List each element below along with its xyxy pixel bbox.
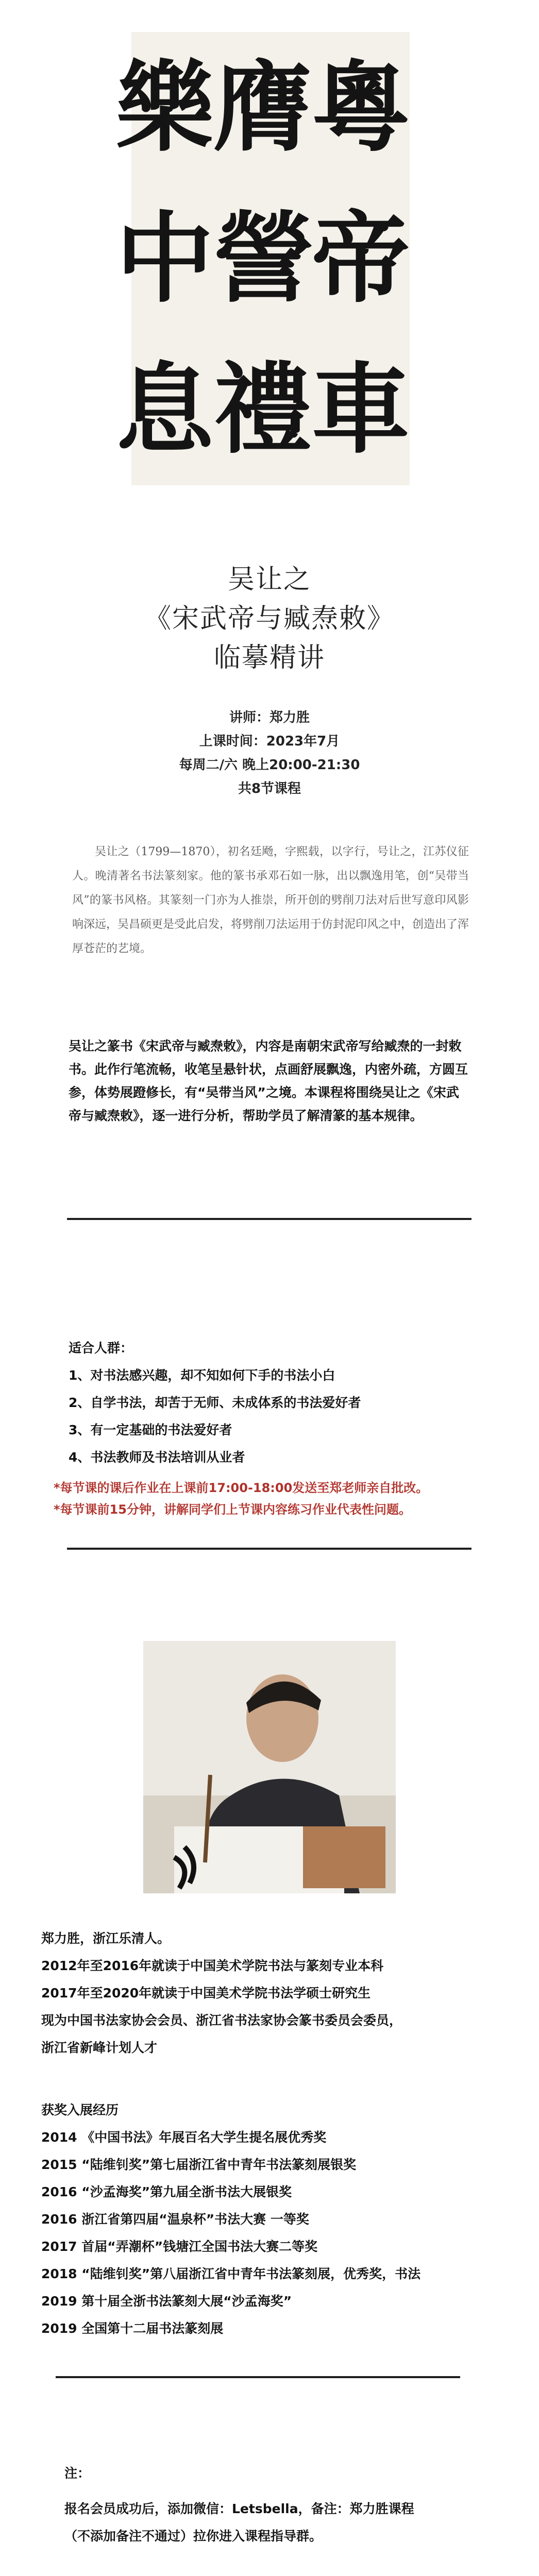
audience-item: 1、对书法感兴趣，却不知如何下手的书法小白 (69, 1368, 335, 1383)
audience-heading: 适合人群： (69, 1341, 133, 1355)
homework-note: *每节课的课后作业在上课前17:00-18:00发送至郑老师亲自批改。 (54, 1481, 429, 1495)
course-title-author: 吴让之 (227, 564, 311, 595)
class-time: 上课时间：2023年7月 (199, 734, 340, 749)
section-divider (56, 2376, 460, 2378)
course-title-work: 《宋武帝与臧焘敕》 (144, 603, 395, 634)
teacher-photo (143, 1641, 396, 1893)
section-divider (67, 1218, 471, 1220)
wu-rangzhi-biography: 吴让之（1799—1870），初名廷飏，字熙载，以字行，号让之，江苏仪征人。晚清著名书法篆刻家。他的篆书承邓石如一脉，出以飘逸用笔，创“吴带当风”的篆书风格。其篆刻一门亦为人推崇，所开创的劈削刀法对后世写意印风影响深远，吴昌硕更是受此启发，将劈削刀法运用于仿封泥印风之中，创造出了浑厚苍茫的艺境。 (72, 845, 469, 955)
class-schedule: 每周二/六 晚上20:00-21:30 (179, 757, 360, 773)
teacher-photo-illustration (143, 1641, 396, 1893)
calligraphy-character: 息 (115, 352, 214, 467)
notice-wechat-instruction: 报名会员成功后，添加微信：Letsbella，备注：郑力胜课程 (64, 2501, 414, 2516)
teacher-education-masters: 2017年至2020年就读于中国美术学院书法学硕士研究生 (41, 1986, 371, 2001)
award-item: 2019 全国第十二届书法篆刻展 (41, 2321, 224, 2336)
award-item: 2015 “陆维钊奖”第七届浙江省中青年书法篆刻展银奖 (41, 2157, 357, 2172)
session-count: 共8节课程 (238, 781, 301, 796)
review-note: *每节课前15分钟，讲解同学们上节课内容练习作业代表性问题。 (54, 1502, 411, 1517)
notice-heading: 注： (64, 2466, 91, 2481)
calligraphy-character: 謍 (213, 200, 312, 316)
notice-group-instruction: （不添加备注不通过）拉你进入课程指导群。 (64, 2529, 323, 2544)
award-item: 2019 第十届全浙书法篆刻大展“沙孟海奖” (41, 2294, 292, 2309)
calligraphy-character: 車 (311, 352, 410, 467)
award-item: 2016 浙江省第四届“温泉杯”书法大赛 一等奖 (41, 2212, 309, 2227)
awards-heading: 获奖入展经历 (41, 2103, 119, 2117)
award-item: 2017 首届“弄潮杯”钱塘江全国书法大赛二等奖 (41, 2239, 318, 2254)
calligraphy-rubbing-image (115, 32, 410, 485)
teacher-education-undergrad: 2012年至2016年就读于中国美术学院书法与篆刻专业本科 (41, 1958, 384, 1973)
award-item: 2016 “沙孟海奖”第九届全浙书法大展银奖 (41, 2184, 292, 2199)
calligraphy-character: 中 (115, 200, 214, 316)
audience-item: 3、有一定基础的书法爱好者 (69, 1422, 232, 1437)
teacher-label: 讲师：郑力胜 (229, 710, 310, 725)
award-item: 2018 “陆维钊奖”第八届浙江省中青年书法篆刻展，优秀奖，书法 (41, 2266, 421, 2281)
section-divider (67, 1548, 471, 1550)
course-introduction: 吴让之篆书《宋武帝与臧焘敕》，内容是南朝宋武帝写给臧焘的一封敕书。此作行笔流畅，收笔呈悬针状，点画舒展飘逸，内密外疏，方圆互参，体势展蹬修长，有“吴带当风”之境。本课程将围绕吴让之《宋武帝与臧焘敕》，逐一进行分析，帮助学员了解清篆的基本规律。 (69, 1039, 468, 1123)
teacher-origin: 郑力胜，浙江乐清人。 (41, 1931, 171, 1946)
calligraphy-character: 樂 (115, 49, 214, 165)
calligraphy-character: 膺 (213, 49, 312, 165)
teacher-talent-program: 浙江省新峰计划人才 (41, 2040, 158, 2055)
course-title-subtitle: 临摹精讲 (213, 642, 325, 673)
award-item: 2014 《中国书法》年展百名大学生提名展优秀奖 (41, 2130, 327, 2145)
audience-item: 2、自学书法，却苦于无师、未成体系的书法爱好者 (69, 1395, 361, 1410)
calligraphy-character: 帝 (311, 200, 410, 316)
calligraphy-character: 粵 (311, 49, 410, 165)
teacher-memberships: 现为中国书法家协会会员、浙江省书法家协会篆书委员会委员， (41, 2013, 402, 2028)
audience-item: 4、书法教师及书法培训从业者 (69, 1450, 245, 1465)
calligraphy-character: 禮 (213, 352, 312, 467)
